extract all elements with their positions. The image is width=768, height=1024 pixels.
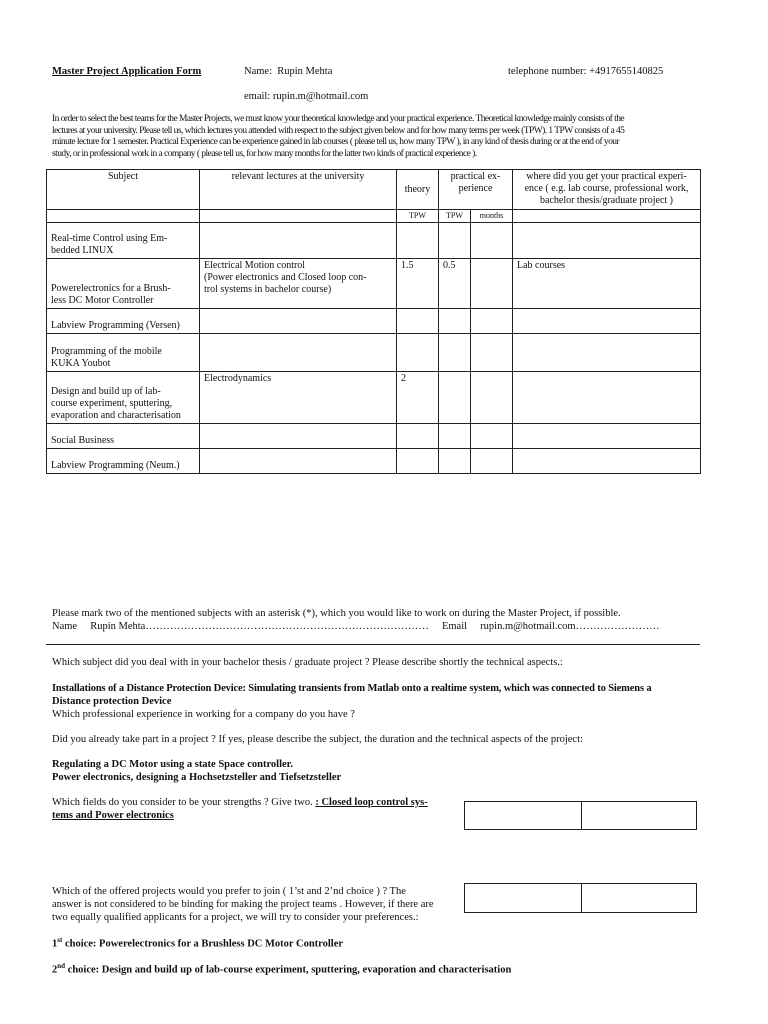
header-practical: [439, 170, 513, 210]
table-row: [47, 259, 701, 309]
cell-subject: [47, 449, 200, 474]
cell-months[interactable]: [471, 259, 513, 309]
cell-where[interactable]: [513, 223, 701, 259]
first-choice: [52, 936, 343, 950]
second-choice-text: choice: Design and build up of lab-course experiment, sputtering, evaporation and characterisation: [65, 964, 512, 976]
signature-name-value: Rupin Mehta………………………………………………………………………: [90, 621, 429, 632]
answer-project-line-1: Regulating a DC Motor using a state Space controller.: [52, 759, 294, 770]
cell-subject: [47, 259, 200, 309]
question-project: Did you already take part in a project ? If yes, please describe the subject, the duration and the technical aspects of the project:: [52, 734, 583, 745]
subheader-months: months: [471, 210, 513, 223]
cell-where[interactable]: [513, 449, 701, 474]
cell-lecture-line: Electrodynamics: [204, 373, 272, 384]
signature-name-label: Name: [52, 621, 78, 632]
header-practical-line: perience: [458, 183, 493, 194]
cell-subject-line: course experiment, sputtering,: [51, 398, 173, 409]
choice-answer-box[interactable]: [464, 883, 697, 913]
cell-subject-line: Real-time Control using Em-: [51, 233, 168, 244]
signature-line: [52, 621, 660, 632]
email-value: rupin.m@hotmail.com: [272, 91, 369, 102]
intro-line: In order to select the best teams for the Master Projects, we must know your theoretical knowledge and your practical experience. Theoretical knowledge mainly consists of the: [52, 114, 625, 124]
second-choice: [52, 962, 511, 976]
cell-subject-line: Powerelectronics for a Brush-: [51, 283, 171, 294]
intro-line: study, or in professional work in a company ( please tell us, for how many months for the latter two kinds of practical experience ).: [52, 148, 477, 159]
first-choice-text: choice: Powerelectronics for a Brushless DC Motor Controller: [62, 938, 344, 950]
cell-lecture-line: (Power electronics and Closed loop con-: [204, 272, 367, 283]
strengths-answer-box[interactable]: [464, 801, 697, 830]
question-strengths: [52, 797, 428, 808]
cell-theory-tpw[interactable]: [397, 334, 439, 372]
intro-line: minute lecture for 1 semester. Practical Experience can be experience gained in lab courses ( please tell us, how many TPW ), in any kind of thesis during or at the end of your: [52, 137, 620, 147]
section-divider: [46, 644, 700, 645]
table-row: [47, 223, 701, 259]
strengths-box-cell-1[interactable]: [465, 802, 581, 829]
cell-theory-tpw[interactable]: [397, 449, 439, 474]
cell-where[interactable]: [513, 309, 701, 334]
header-where: [513, 170, 701, 210]
subheader-empty: [47, 210, 200, 223]
cell-practical-tpw[interactable]: [439, 309, 471, 334]
answer-thesis-line-2: Distance protection Device: [52, 696, 172, 707]
cell-theory-tpw[interactable]: [397, 309, 439, 334]
table-row: [47, 334, 701, 372]
cell-months[interactable]: [471, 334, 513, 372]
cell-practical-tpw[interactable]: [439, 223, 471, 259]
cell-lectures[interactable]: [200, 334, 397, 372]
strengths-box-cell-2[interactable]: [581, 802, 696, 829]
cell-where[interactable]: [513, 424, 701, 449]
question-choice-line: answer is not considered to be binding for making the project teams . However, if there are: [52, 899, 434, 910]
header-practical-line: practical ex-: [450, 171, 501, 182]
asterisk-instruction: Please mark two of the mentioned subjects with an asterisk (*), which you would like to work on during the Master Project, if possible.: [52, 608, 621, 619]
cell-lecture-line: trol systems in bachelor course): [204, 284, 332, 295]
cell-subject-line: Design and build up of lab-: [51, 386, 161, 397]
subheader-empty: [513, 210, 701, 223]
question-thesis: Which subject did you deal with in your bachelor thesis / graduate project ? Please describe shortly the technical aspects.:: [52, 657, 563, 668]
question-choice-line: two equally qualified applicants for a project, we will try to consider your preferences.:: [52, 912, 419, 923]
cell-months[interactable]: [471, 309, 513, 334]
cell-practical-tpw[interactable]: 0.5: [439, 259, 471, 309]
email-label: email:: [244, 91, 271, 102]
cell-subject-line: less DC Motor Controller: [51, 295, 154, 306]
cell-months[interactable]: [471, 223, 513, 259]
cell-theory-tpw[interactable]: [397, 223, 439, 259]
header-theory: theory: [397, 170, 439, 210]
second-choice-suffix: nd: [57, 962, 66, 970]
intro-line: lectures at your university. Please tell us, which lectures you attended with respect to the subject given below and for how many terms per week (TPW). 1 TPW consists of a 45: [52, 125, 625, 136]
cell-where[interactable]: [513, 334, 701, 372]
experience-table: [46, 169, 701, 474]
table-header-row: [47, 170, 701, 210]
cell-subject-line: Social Business: [51, 435, 115, 446]
email-line: [244, 91, 368, 102]
header-where-line: where did you get your practical experi-: [526, 171, 687, 182]
cell-subject-line: Labview Programming (Neum.): [51, 460, 180, 471]
table-row: [47, 424, 701, 449]
first-choice-number: 1: [52, 938, 58, 950]
cell-lectures[interactable]: [200, 223, 397, 259]
header-where-line: bachelor thesis/graduate project ): [540, 195, 673, 206]
cell-months[interactable]: [471, 372, 513, 424]
signature-email-value: rupin.m@hotmail.com……………………: [480, 621, 660, 632]
cell-practical-tpw[interactable]: [439, 372, 471, 424]
cell-months[interactable]: [471, 424, 513, 449]
choice-box-cell-2[interactable]: [581, 884, 696, 912]
table-subheader-row: [47, 210, 701, 223]
question-experience: Which professional experience in working for a company do you have ?: [52, 709, 355, 720]
cell-subject: [47, 424, 200, 449]
subheader-empty: [200, 210, 397, 223]
phone-value: +4917655140825: [589, 66, 664, 77]
name-value: Rupin Mehta: [277, 66, 333, 77]
cell-lecture-line: Electrical Motion control: [204, 260, 306, 271]
intro-paragraph: [52, 114, 624, 160]
answer-strengths-line-1: : Closed loop control sys-: [315, 797, 428, 808]
question-choice-line: Which of the offered projects would you prefer to join ( 1’st and 2’nd choice ) ? The: [52, 886, 406, 897]
cell-subject: [47, 309, 200, 334]
signature-email-label: Email: [441, 621, 468, 632]
table-row: [47, 309, 701, 334]
cell-subject: [47, 372, 200, 424]
cell-where[interactable]: [513, 372, 701, 424]
phone-line: [508, 66, 663, 77]
name-label: Name:: [244, 66, 272, 77]
answer-project-line-2: Power electronics, designing a Hochsetzsteller and Tiefsetzsteller: [52, 772, 342, 783]
cell-theory-tpw[interactable]: 1.5: [397, 259, 439, 309]
first-choice-suffix: st: [57, 936, 63, 944]
cell-lectures[interactable]: [200, 424, 397, 449]
cell-lectures[interactable]: [200, 309, 397, 334]
question-strengths-text: Which fields do you consider to be your strengths ? Give two.: [52, 797, 313, 808]
header-where-line: ence ( e.g. lab course, professional work,: [524, 183, 689, 194]
table-row: [47, 449, 701, 474]
header-lectures: relevant lectures at the university: [200, 170, 397, 210]
cell-subject: [47, 223, 200, 259]
phone-label: telephone number:: [508, 66, 587, 77]
cell-subject-line: Labview Programming (Versen): [51, 320, 180, 331]
cell-theory-tpw[interactable]: [397, 424, 439, 449]
question-choice: [52, 885, 434, 924]
cell-subject-line: evaporation and characterisation: [51, 410, 181, 421]
choice-box-cell-1[interactable]: [465, 884, 581, 912]
cell-theory-tpw[interactable]: 2: [397, 372, 439, 424]
form-title: Master Project Application Form: [52, 66, 202, 77]
subheader-tpw-practical: TPW: [439, 210, 471, 223]
cell-subject-line: KUKA Youbot: [51, 358, 111, 369]
cell-lectures[interactable]: [200, 259, 397, 309]
subheader-tpw-theory: TPW: [397, 210, 439, 223]
cell-lectures[interactable]: [200, 449, 397, 474]
name-line: [244, 66, 332, 77]
cell-subject-line: bedded LINUX: [51, 245, 114, 256]
cell-subject: [47, 334, 200, 372]
answer-strengths-line-2: tems and Power electronics: [52, 810, 174, 821]
cell-practical-tpw[interactable]: [439, 424, 471, 449]
cell-subject-line: Programming of the mobile: [51, 346, 162, 357]
second-choice-number: 2: [52, 964, 58, 976]
answer-thesis-line-1: Installations of a Distance Protection Device: Simulating transients from Matlab onto a realtime system, which was connected to Siemens a: [52, 683, 652, 694]
cell-practical-tpw[interactable]: [439, 449, 471, 474]
cell-where[interactable]: Lab courses: [513, 259, 701, 309]
table-row: [47, 372, 701, 424]
cell-lectures[interactable]: [200, 372, 397, 424]
header-subject: Subject: [47, 170, 200, 210]
cell-practical-tpw[interactable]: [439, 334, 471, 372]
cell-months[interactable]: [471, 449, 513, 474]
